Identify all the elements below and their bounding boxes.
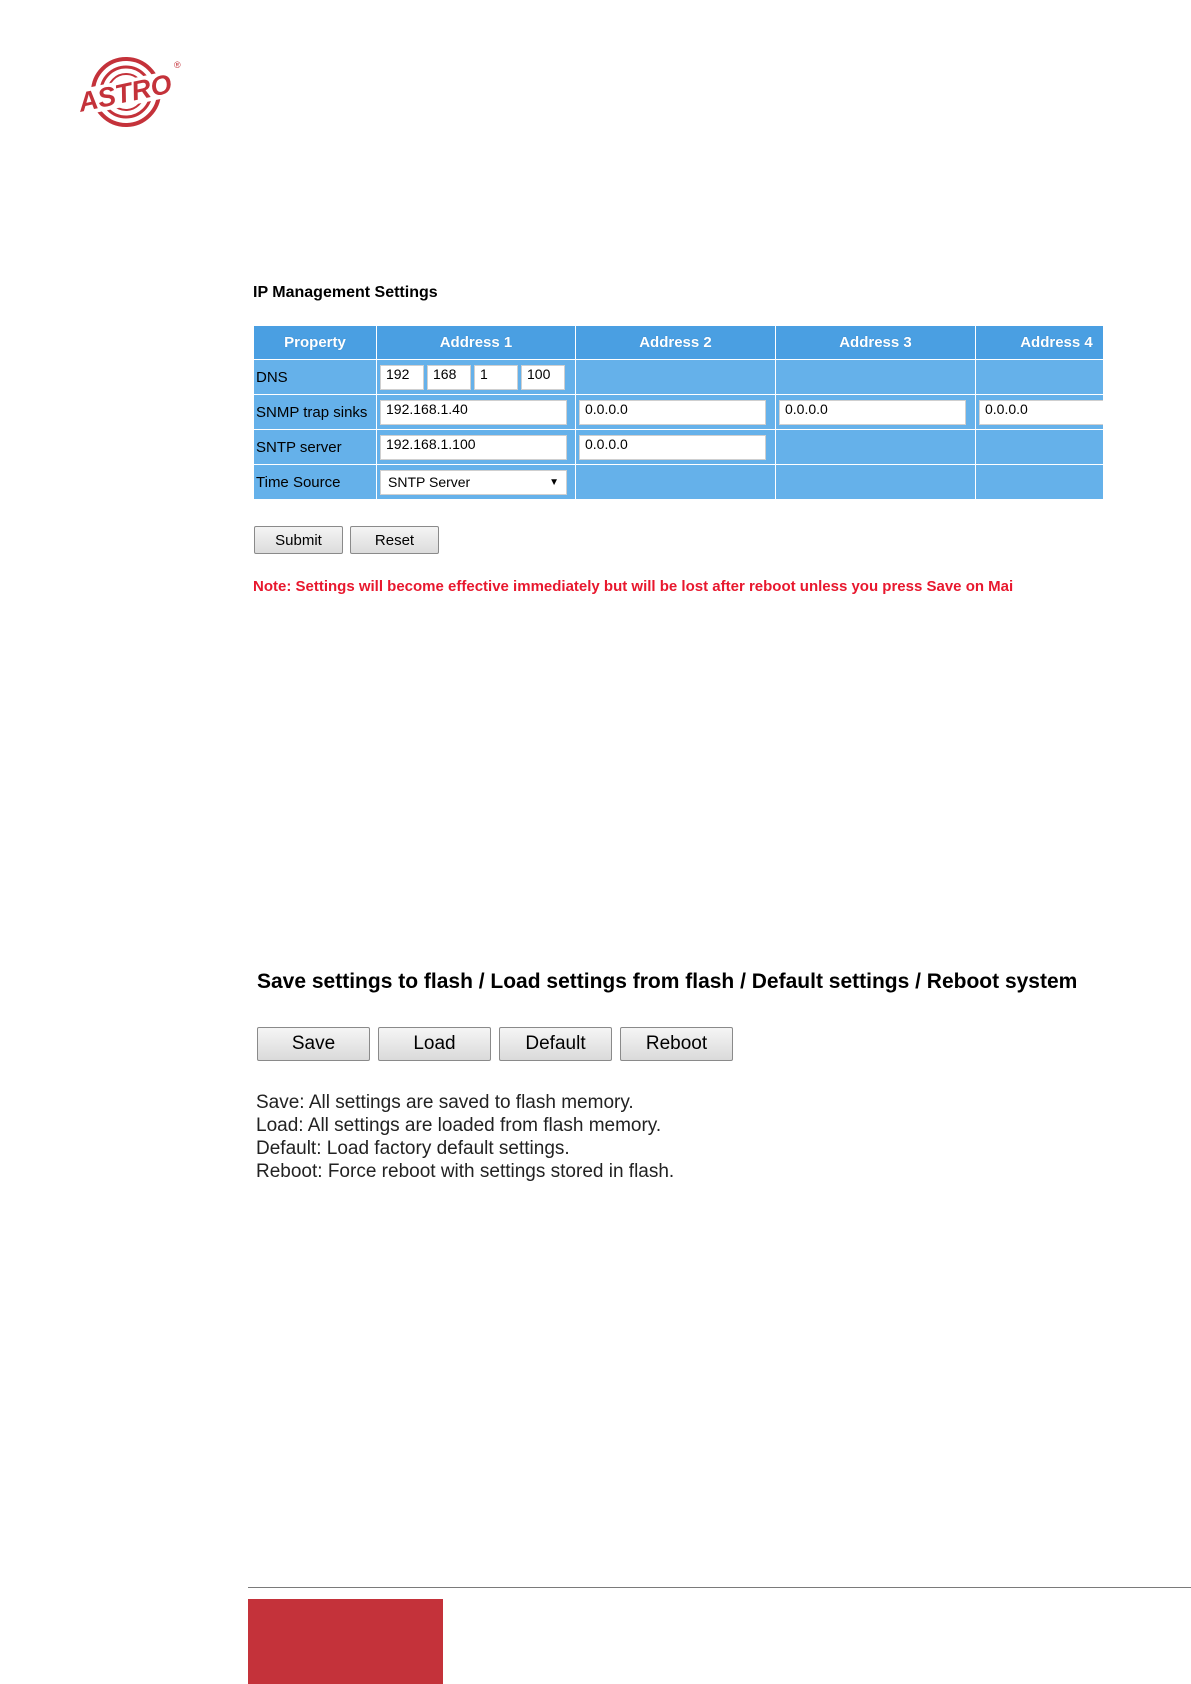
default-description: Default: Load factory default settings. [256, 1138, 570, 1159]
col-address-3: Address 3 [776, 326, 976, 360]
save-description: Save: All settings are saved to flash memory. [256, 1092, 634, 1113]
empty-cell [576, 360, 776, 395]
empty-cell [576, 465, 776, 500]
save-button[interactable]: Save [257, 1027, 370, 1061]
col-address-2: Address 2 [576, 326, 776, 360]
snmp-label: SNMP trap sinks [254, 395, 377, 430]
dns-octet-3-input[interactable]: 1 [474, 365, 518, 390]
dns-cell [377, 360, 576, 395]
empty-cell [776, 465, 976, 500]
snmp-address-2-input[interactable]: 0.0.0.0 [579, 400, 766, 425]
settings-note: Note: Settings will become effective immediately but will be lost after reboot unless you press Save on Mai [253, 578, 1014, 595]
col-address-4: Address 4 [976, 326, 1104, 360]
empty-cell [976, 430, 1104, 465]
reset-button[interactable]: Reset [350, 526, 439, 554]
snmp-address-4-input[interactable]: 0.0.0.0 [979, 400, 1103, 425]
snmp-cell-3 [776, 395, 976, 430]
footer-divider [248, 1587, 1191, 1588]
sntp-cell-2 [576, 430, 776, 465]
snmp-cell-4 [976, 395, 1104, 430]
table-row-snmp [254, 395, 1104, 430]
footer-accent-block [248, 1599, 443, 1684]
snmp-address-3-input[interactable]: 0.0.0.0 [779, 400, 966, 425]
snmp-cell-1 [377, 395, 576, 430]
empty-cell [776, 430, 976, 465]
sntp-address-2-input[interactable]: 0.0.0.0 [579, 435, 766, 460]
sntp-cell-1 [377, 430, 576, 465]
system-descriptions [256, 1091, 674, 1183]
load-description: Load: All settings are loaded from flash memory. [256, 1115, 662, 1136]
empty-cell [776, 360, 976, 395]
dns-octet-4-input[interactable]: 100 [521, 365, 565, 390]
chevron-down-icon: ▼ [549, 476, 559, 488]
submit-button[interactable]: Submit [254, 526, 343, 554]
logo-text: ASTRO [75, 68, 175, 118]
empty-cell [976, 465, 1104, 500]
table-row-sntp [254, 430, 1104, 465]
table-row-dns [254, 360, 1104, 395]
table-row-time-source [254, 465, 1104, 500]
ip-management-panel [253, 272, 1103, 602]
reboot-button[interactable]: Reboot [620, 1027, 733, 1061]
ip-management-title: IP Management Settings [253, 284, 438, 301]
col-property: Property [254, 326, 377, 360]
time-source-selected: SNTP Server [388, 474, 471, 490]
load-button[interactable]: Load [378, 1027, 491, 1061]
dns-octet-1-input[interactable]: 192 [380, 365, 424, 390]
time-source-cell [377, 465, 576, 500]
time-source-select[interactable] [380, 470, 567, 495]
col-address-1: Address 1 [377, 326, 576, 360]
snmp-cell-2 [576, 395, 776, 430]
ip-settings-table [253, 325, 1103, 500]
dns-label: DNS [254, 360, 377, 395]
astro-logo [70, 54, 182, 130]
snmp-address-1-input[interactable]: 192.168.1.40 [380, 400, 567, 425]
default-button[interactable]: Default [499, 1027, 612, 1061]
sntp-label: SNTP server [254, 430, 377, 465]
system-heading: Save settings to flash / Load settings from flash / Default settings / Reboot system [257, 970, 1078, 993]
dns-octet-2-input[interactable]: 168 [427, 365, 471, 390]
time-source-label: Time Source [254, 465, 377, 500]
table-header-row [254, 326, 1104, 360]
reboot-description: Reboot: Force reboot with settings stored in flash. [256, 1161, 675, 1182]
empty-cell [976, 360, 1104, 395]
sntp-address-1-input[interactable]: 192.168.1.100 [380, 435, 567, 460]
registered-mark: ® [174, 60, 181, 70]
